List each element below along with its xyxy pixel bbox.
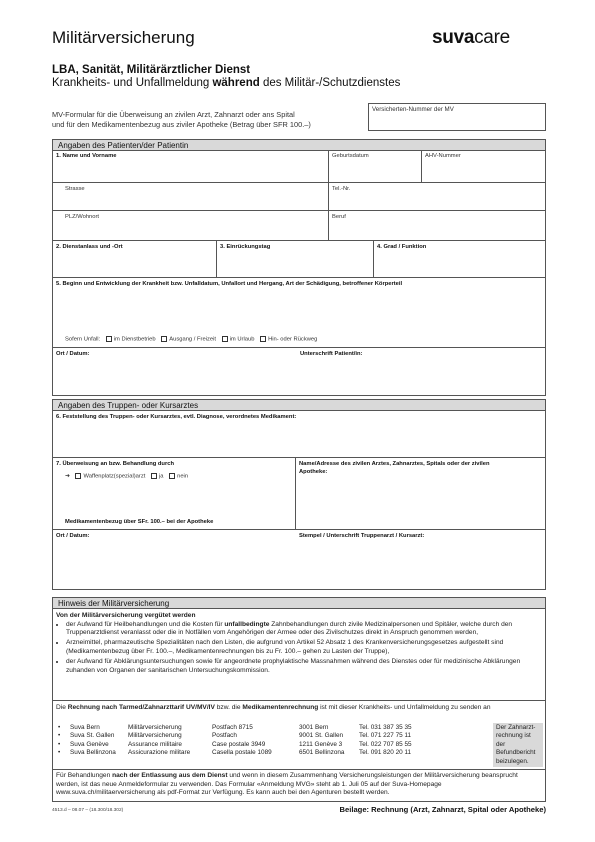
checkbox-no[interactable]	[169, 473, 175, 479]
office-tel: Tel. 071 227 75 11	[359, 732, 412, 740]
office-city: 1211 Genève 3	[299, 740, 343, 748]
accident-options	[65, 336, 317, 343]
billing-e: ist mit dieser Krankheits- und Unfallmeldung zu senden an	[318, 704, 491, 711]
patient-section-header: Angaben des Patienten/der Patientin	[52, 139, 546, 151]
office-dept: Militärversicherung	[128, 724, 182, 731]
office-tel: Tel. 022 707 85 55	[359, 740, 412, 748]
billing-b: Rechnung nach Tarmed/Zahnarzttarif UV/MV/IV	[67, 704, 215, 711]
insured-number-field[interactable]	[368, 103, 546, 131]
doctor-place-date-field[interactable]: Ort / Datum:	[56, 533, 90, 539]
birthdate-field[interactable]: Geburtsdatum	[332, 153, 369, 159]
billing-text	[56, 704, 540, 713]
subtitle-part-c: des Militär-/Schutzdienstes	[259, 77, 401, 89]
notice-bullet-2: • Arzneimittel, pharmazeutische Spezialitäten nach den Listen, die aufgrund von Artikel 52 Absatz 1 des Krankenversicherungsgesetzes aufgestellt sind (Medikamentenbezug über Fr. 100.–, Medikamentenrechnungen bis zu Fr. 100.– gehen zu Lasten der Truppe),	[66, 639, 540, 656]
phone-field[interactable]: Tel.-Nr.	[332, 186, 351, 192]
service-place-field[interactable]: 2. Dienstanlass und -Ort	[56, 244, 123, 250]
intro-line1: MV-Formular für die Überweisung an zivilen Arzt, Zahnarzt oder ans Spital	[52, 110, 295, 119]
subtitle-line1: LBA, Sanität, Militärärztlicher Dienst	[52, 64, 251, 76]
page-title: Militärversicherung	[52, 28, 195, 47]
office-dept: Assicurazione militare	[128, 749, 191, 757]
billing-d: Medikamentenrechnung	[242, 704, 319, 711]
office-box: Postfach	[212, 732, 237, 740]
subtitle-part-b: während	[212, 77, 260, 89]
medication-purchase-field[interactable]: Medikamentenbezug über SFr. 100.– bei der Apotheke	[65, 519, 214, 525]
office-tel: Tel. 091 820 20 11	[359, 749, 412, 757]
form-code: 4513.d – 08.07 – (18.300/18.302)	[52, 808, 124, 813]
form-subtitle	[52, 64, 400, 90]
enclosure-note: Beilage: Rechnung (Arzt, Zahnarzt, Spital oder Apotheke)	[339, 805, 546, 814]
option-service: im Dienstbetrieb	[113, 336, 156, 343]
profession-field[interactable]: Beruf	[332, 214, 346, 220]
option-holiday: im Urlaub	[229, 336, 255, 343]
office-name: Suva Bern	[70, 724, 100, 731]
table-row: • Suva Bellinzona Assicurazione militare Casella postale 1089 6501 Bellinzona Tel. 091 820 20 11	[58, 749, 437, 757]
doctor-stamp-signature-field[interactable]: Stempel / Unterschrift Truppenarzt / Kursarzt:	[299, 533, 425, 539]
illness-development-field[interactable]: 5. Beginn und Entwicklung der Krankheit bzw. Unfalldatum, Unfallort und Hergang, Art der Schädigung, betroffener Körperteil	[56, 281, 403, 287]
dentist-note: Der Zahnarzt-rechnung ist der Befundbericht beizulegen.	[493, 723, 543, 767]
office-name: Suva Genève	[70, 740, 109, 748]
office-city: 6501 Bellinzona	[299, 749, 345, 757]
checkbox-waffenplatz[interactable]	[75, 473, 81, 479]
checkbox-yes[interactable]	[151, 473, 157, 479]
checkbox-commute[interactable]	[260, 336, 266, 342]
table-row: • Suva Genève Assurance militaire Case postale 3949 1211 Genève 3 Tel. 022 707 85 55	[58, 741, 437, 749]
notice-bullets	[56, 621, 540, 676]
accident-label: Sofern Unfall:	[65, 336, 101, 343]
bullet1-a: der Aufwand für Heilbehandlungen und die Kosten für	[66, 620, 225, 628]
subtitle-part-a: Krankheits- und Unfallmeldung	[52, 77, 213, 89]
office-dept: Militärversicherung	[128, 732, 182, 740]
doctor-section-header: Angaben des Truppen- oder Kursarztes	[52, 399, 546, 411]
patient-place-date-field[interactable]: Ort / Datum:	[56, 351, 90, 357]
office-tel: Tel. 031 387 35 35	[359, 724, 412, 731]
office-name: Suva St. Gallen	[70, 732, 115, 740]
waffenplatz-row	[65, 473, 188, 480]
suvacare-logo	[432, 27, 510, 49]
notice-section-header: Hinweis der Militärversicherung	[52, 597, 546, 609]
subtitle-line2	[52, 77, 400, 90]
bullet1-b: unfallbedingte	[224, 620, 270, 628]
ahv-field[interactable]: AHV-Nummer	[425, 153, 461, 159]
table-row: • Suva Bern Militärversicherung Postfach 8715 3001 Bern Tel. 031 387 35 35	[58, 724, 437, 732]
office-city: 3001 Bern	[299, 724, 329, 731]
street-field[interactable]: Strasse	[65, 186, 85, 192]
table-row: • Suva St. Gallen Militärversicherung Postfach 9001 St. Gallen Tel. 071 227 75 11	[58, 732, 437, 740]
arrow-right-icon: ➜	[65, 473, 70, 480]
patient-section	[52, 150, 546, 396]
office-dept: Assurance militaire	[128, 740, 182, 748]
office-name: Suva Bellinzona	[70, 749, 116, 757]
no-label: nein	[177, 473, 189, 480]
intro-text	[52, 110, 311, 130]
after-discharge-text	[56, 772, 542, 798]
notice-bullet-3: • der Aufwand für Abklärungsuntersuchungen sowie für angeordnete prophylaktische Massnahmen während des Dienstes oder für medizinische Abklärungen zuhanden von Organen der sanitarischen Untersuchungskommission.	[66, 658, 540, 675]
referral-label: 7. Überweisung an bzw. Behandlung durch	[56, 461, 174, 467]
bullet1-c: Zahnbehandlungen durch zivile Medizinalpersonen und Spitäler, welche durch den Truppenarztdienst veranlasst oder die in Notfällen vom Angehörigen der Armee oder des Zivilschutzes direkt in Anspruch genommen werden,	[66, 620, 513, 637]
notice-lead: Von der Militärversicherung vergütet werden	[56, 612, 196, 619]
offices-table	[58, 724, 437, 758]
entry-day-field[interactable]: 3. Einrückungstag	[220, 244, 271, 250]
zip-city-field[interactable]: PLZ/Wohnort	[65, 214, 100, 220]
doctor-section	[52, 410, 546, 590]
office-box: Postfach 8715	[212, 724, 253, 731]
office-city: 9001 St. Gallen	[299, 732, 344, 740]
logo-light: care	[474, 27, 510, 48]
checkbox-holiday[interactable]	[222, 336, 228, 342]
name-field[interactable]: 1. Name und Vorname	[56, 153, 117, 159]
option-commute: Hin- oder Rückweg	[268, 336, 318, 343]
patient-signature-field[interactable]: Unterschrift Patient/in:	[300, 351, 363, 357]
notice-body	[56, 612, 540, 677]
diagnosis-field[interactable]: 6. Feststellung des Truppen- oder Kursarztes, evtl. Diagnose, verordnetes Medikament:	[56, 414, 297, 420]
billing-c: bzw. die	[214, 704, 243, 711]
notice-bullet-1	[66, 621, 540, 638]
intro-line2: und für den Medikamentenbezug aus ziviler Apotheke (Betrag über SFR 100.–)	[52, 120, 311, 129]
option-leisure: Ausgang / Freizeit	[169, 336, 216, 343]
after-c: und wenn in diesem Zusammenhang Versicherungsleistungen der Militärversicherung beansprucht werden, ist das neue Anmeldeformular zu verwenden. Das Formular «Anmeldung MVG» steht ab 1. Juli 05 auf der Suva-Homepage www.suva.ch/militaerversicherung als pdf-Format zur Verfügung. Es kann auch bei den Agenturen bestellt werden.	[56, 772, 518, 797]
checkbox-service[interactable]	[106, 336, 112, 342]
civil-doctor-field[interactable]: Name/Adresse des zivilen Arztes, Zahnarztes, Spitals oder der zivilen Apotheke:	[299, 461, 490, 475]
billing-a: Die	[56, 704, 68, 711]
after-a: Für Behandlungen	[56, 772, 113, 779]
office-box: Case postale 3949	[212, 740, 266, 748]
checkbox-leisure[interactable]	[161, 336, 167, 342]
yes-label: ja	[158, 473, 164, 480]
waffenplatz-label: Waffenplatz(spezial)arzt	[83, 473, 146, 480]
insured-number-label: Versicherten-Nummer der MV	[372, 106, 454, 113]
office-box: Casella postale 1089	[212, 749, 272, 757]
rank-function-field[interactable]: 4. Grad / Funktion	[377, 244, 427, 250]
logo-bold: suva	[432, 27, 475, 48]
after-b: nach der Entlassung aus dem Dienst	[112, 772, 228, 779]
